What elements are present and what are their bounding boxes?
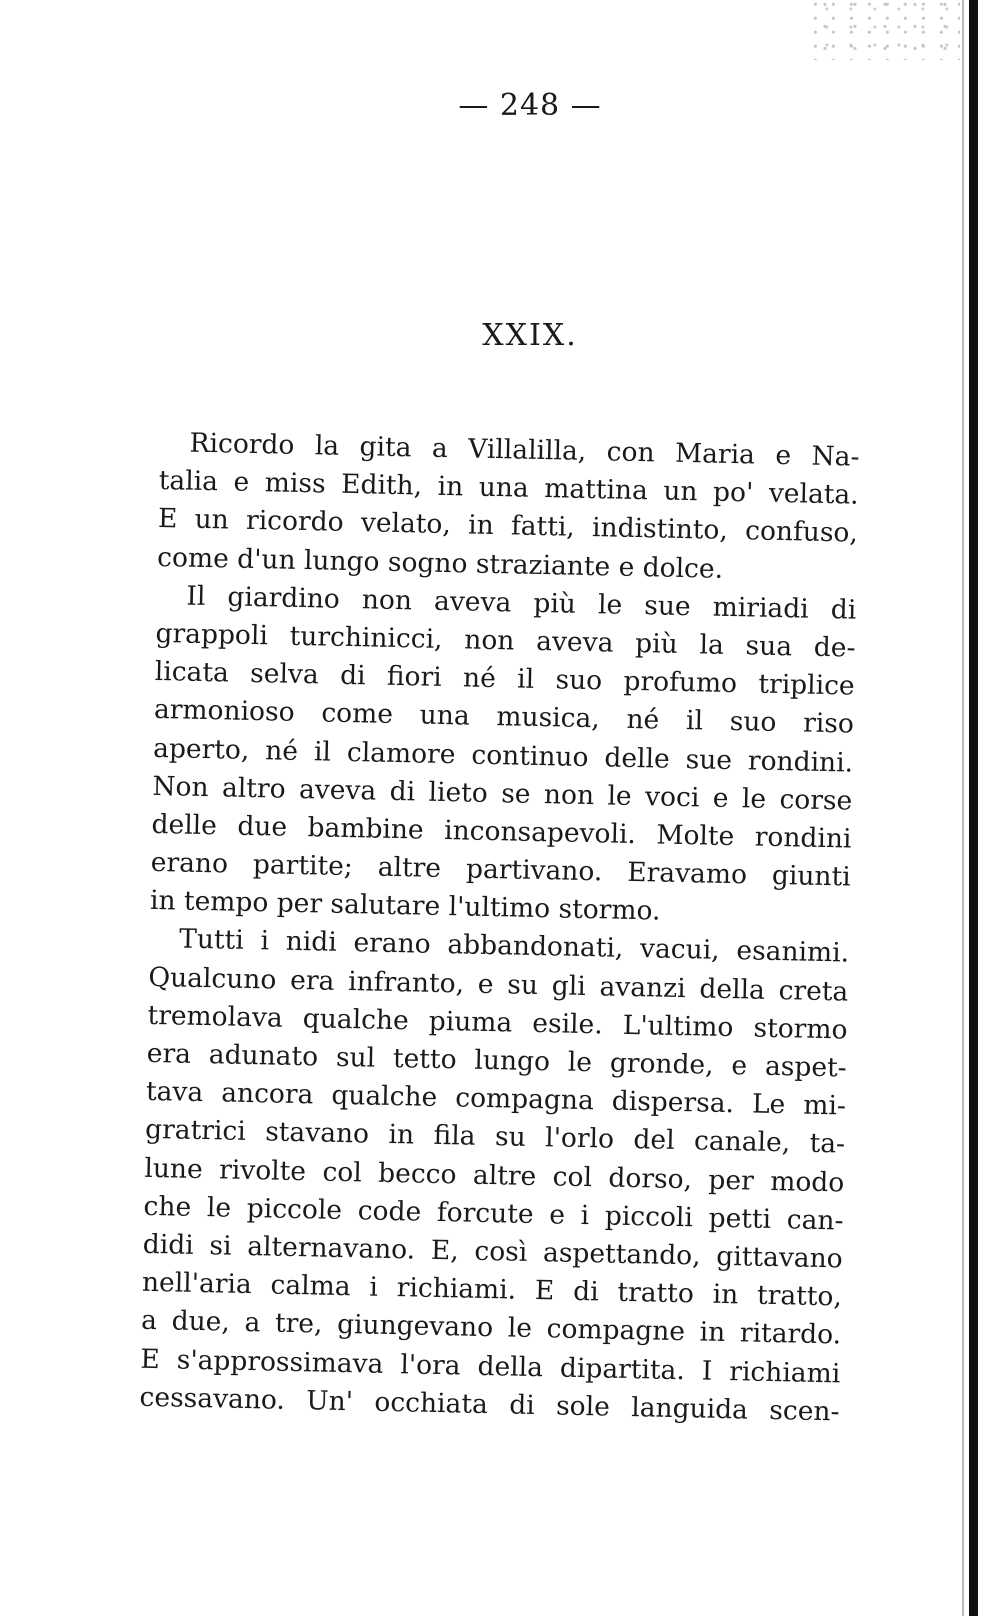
body-text (139, 424, 860, 1431)
text-line: era adunato sul tetto lungo le gronde, e aspet- (146, 1037, 847, 1084)
page-edge (969, 0, 978, 1616)
text-line: Il giardino non aveva più le sue miriadi di (186, 580, 857, 626)
page-edge-shadow (962, 0, 964, 1616)
text-line: nell'aria calma i richiami. E di tratto in tratto, (141, 1266, 843, 1313)
text-line: didi si alternavano. E, così aspettando, gittavano (142, 1228, 843, 1275)
text-line: E un ricordo velato, in fatti, indistinto, confuso, (157, 503, 859, 550)
text-line: Tutti i nidi erano abbandonati, vacui, esanimi. (178, 923, 850, 969)
text-line: erano partite; altre partivano. Eravamo giunti (150, 846, 851, 893)
paper-specks (810, 0, 960, 60)
text-line: Non altro aveva di lieto se non le voci e le corse (152, 770, 853, 817)
text-line: che le piccole code forcute e i piccoli petti can- (143, 1190, 844, 1237)
text-line: armonioso come una musica, né il suo riso (153, 694, 855, 740)
text-line: tremolava qualche piuma esile. L'ultimo stormo (147, 999, 848, 1046)
text-line: cessavano. Un' occhiata di sole languida scen- (139, 1381, 840, 1428)
text-line: licata selva di fiori né il suo profumo triplice (154, 656, 855, 702)
text-line: aperto, né il clamore continuo delle sue rondini. (152, 732, 854, 779)
text-line: delle due bambine inconsapevoli. Molte rondini (151, 808, 852, 855)
chapter-heading: XXIX. (482, 318, 578, 353)
text-line: lune rivolte col becco altre col dorso, per modo (144, 1152, 845, 1199)
text-line: come d'un lungo sogno straziante e dolce. (156, 541, 724, 585)
page-number: — 248 — (458, 88, 602, 123)
text-line: tava ancora qualche compagna dispersa. Le mi- (145, 1076, 847, 1122)
text-line: in tempo per salutare l'ultimo stormo. (149, 885, 661, 927)
text-line: talia e miss Edith, in una mattina un po' velata. (158, 465, 859, 511)
text-line: gratrici stavano in fila su l'orlo del canale, ta- (144, 1114, 846, 1160)
text-line: Ricordo la gita a Villalilla, con Maria e Na- (189, 427, 860, 473)
text-line: grappoli turchinicci, non aveva più la sua de- (155, 617, 856, 664)
text-line: a due, a tre, giungevano le compagne in ritardo. (140, 1305, 842, 1351)
text-line: Qualcuno era infranto, e su gli avanzi della creta (148, 961, 849, 1008)
text-line: E s'approssimava l'ora della dipartita. I richiami (140, 1343, 841, 1389)
